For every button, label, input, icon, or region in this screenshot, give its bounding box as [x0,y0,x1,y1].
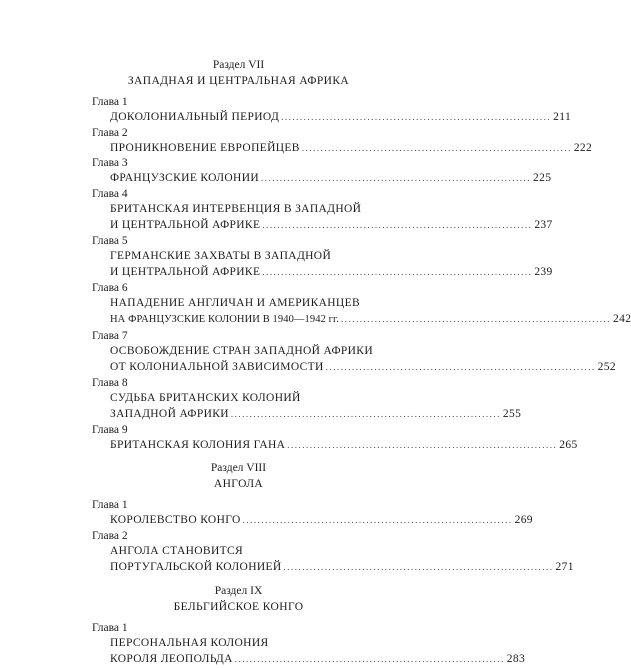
dot-leader: ........................................................................ [262,220,533,230]
section-title: АНГОЛА [213,478,264,490]
dot-leader: ........................................................................ [234,654,505,664]
chapter-title: ФРАНЦУЗСКИЕ КОЛОНИИ [110,172,260,184]
toc-entry[interactable] [92,329,616,376]
section-number: Раздел VII [212,59,265,71]
page-number: 265 [559,438,578,451]
chapter-title: СУДЬБА БРИТАНСКИХ КОЛОНИЙ [110,391,301,404]
chapter-title-cont: И ЦЕНТРАЛЬНОЙ АФРИКЕ [110,219,261,231]
page-number: 255 [502,408,522,420]
toc-entry[interactable] [92,498,533,529]
section-title: БЕЛЬГИЙСКОЕ КОНГО [173,600,304,613]
section-8 [92,461,574,576]
dot-leader: ........................................................................ [287,439,558,450]
dot-leader: ........................................................................ [281,112,552,122]
section-header [92,461,385,492]
chapter-title-cont: КОРОЛЯ ЛЕОПОЛЬДА [110,653,233,665]
chapter-title: БРИТАНСКАЯ КОЛОНИЯ ГАНА [110,438,286,451]
page-number: 239 [534,266,553,278]
dot-leader: ........................................................................ [242,515,513,525]
chapter-label: Глава 2 [92,529,128,542]
chapter-label: Глава 3 [92,157,128,169]
chapter-title: ОСВОБОЖДЕНИЕ СТРАН ЗАПАДНОЙ АФРИКИ [110,344,373,357]
dot-leader: ........................................................................ [301,142,572,153]
page-number: 222 [573,141,593,154]
dot-leader: ........................................................................ [325,362,596,372]
page-number: 242 [613,313,631,325]
table-of-contents [92,58,631,668]
dot-leader: ........................................................................ [341,314,612,324]
page-number: 211 [553,111,572,123]
section-header [92,584,385,615]
chapter-title: ПРОНИКНОВЕНИЕ ЕВРОПЕЙЦЕВ [110,141,300,154]
toc-entry[interactable] [92,95,572,126]
chapter-label: Глава 1 [92,499,128,511]
chapter-title-cont: НА ФРАНЦУЗСКИЕ КОЛОНИИ В 1940—1942 гг. [110,314,340,325]
chapter-title: ГЕРМАНСКИЕ ЗАХВАТЫ В ЗАПАДНОЙ [110,249,332,262]
toc-entry[interactable] [92,621,526,668]
toc-entry[interactable] [92,126,593,157]
chapter-label: Глава 6 [92,281,128,294]
dot-leader: ........................................................................ [283,562,554,572]
chapter-label: Глава 8 [92,376,128,389]
chapter-title: БРИТАНСКАЯ ИНТЕРВЕНЦИЯ В ЗАПАДНОЙ [110,202,362,215]
section-number: Раздел IX [214,584,263,597]
chapter-title: НАПАДЕНИЕ АНГЛИЧАН И АМЕРИКАНЦЕВ [110,296,360,309]
page-number: 269 [514,514,533,526]
toc-entry[interactable] [92,281,631,329]
chapter-label: Глава 7 [92,329,128,342]
page-number: 237 [534,219,553,231]
dot-leader: ........................................................................ [262,267,533,277]
toc-entry[interactable] [92,187,553,234]
chapter-label: Глава 5 [92,234,128,247]
toc-entry[interactable] [92,156,552,187]
toc-entry[interactable] [92,376,522,423]
section-9 [92,584,526,668]
section-7 [92,58,631,453]
dot-leader: ........................................................................ [261,173,532,183]
chapter-title: АНГОЛА СТАНОВИТСЯ [110,544,244,557]
chapter-title-cont: И ЦЕНТРАЛЬНОЙ АФРИКЕ [110,266,261,278]
toc-entry[interactable] [92,529,574,576]
section-number: Раздел VIII [210,462,267,474]
chapter-label: Глава 2 [92,126,128,139]
toc-entry[interactable] [92,234,553,281]
page-number: 225 [533,172,552,184]
chapter-title: КОРОЛЕВСТВО КОНГО [110,514,241,526]
page-number: 271 [555,561,574,573]
chapter-label: Глава 1 [92,96,128,108]
chapter-label: Глава 4 [92,187,128,200]
chapter-label: Глава 1 [92,621,128,634]
chapter-title: ДОКОЛОНИАЛЬНЫЙ ПЕРИОД [110,111,280,123]
section-title: ЗАПАДНАЯ И ЦЕНТРАЛЬНАЯ АФРИКА [127,75,350,87]
chapter-title-cont: ОТ КОЛОНИАЛЬНОЙ ЗАВИСИМОСТИ [110,361,324,373]
toc-entry[interactable] [92,423,578,454]
dot-leader: ........................................................................ [230,409,501,419]
chapter-label: Глава 9 [92,423,128,436]
page-number: 283 [506,653,526,665]
section-header [92,58,385,89]
chapter-title: ПЕРСОНАЛЬНАЯ КОЛОНИЯ [110,636,269,649]
chapter-title-cont: ПОРТУГАЛЬСКОЙ КОЛОНИЕЙ [110,561,282,573]
chapter-title-cont: ЗАПАДНОЙ АФРИКИ [110,408,229,420]
page-number: 252 [597,361,616,373]
